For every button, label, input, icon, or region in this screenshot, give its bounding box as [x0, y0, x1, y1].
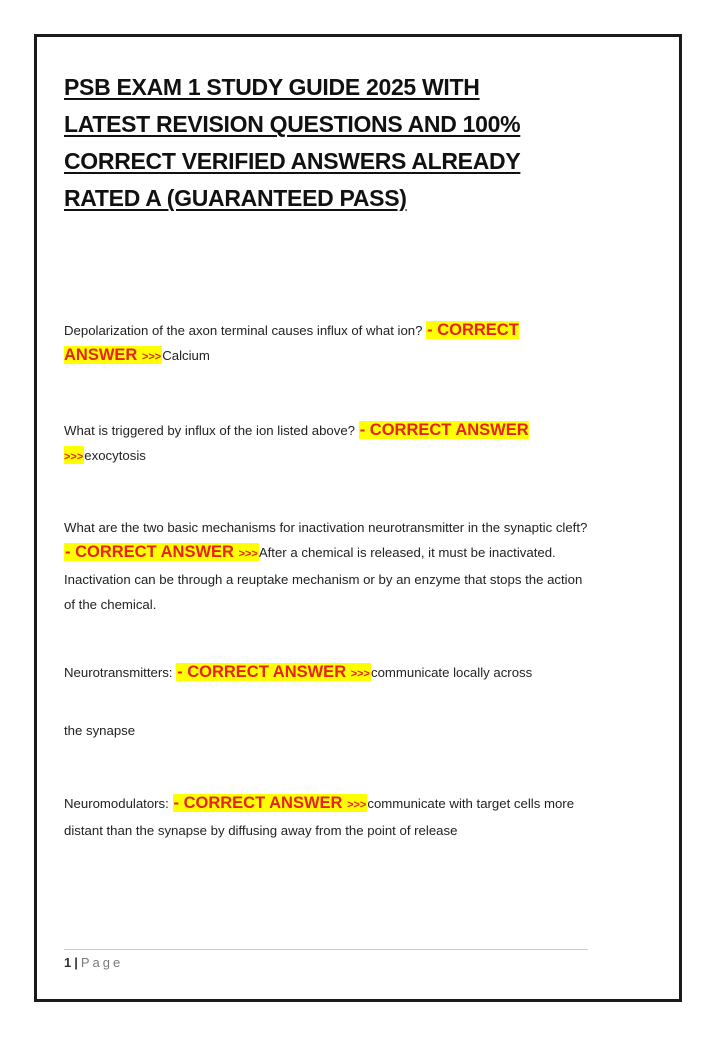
correct-answer-marker: - CORRECT ANSWER >>> — [64, 321, 519, 364]
correct-answer-marker: - CORRECT ANSWER >>> — [177, 663, 370, 681]
answer-text: communicate with target cells more distant than the synapse by diffusing away from the point of release — [64, 796, 575, 838]
qa-item-2 — [64, 418, 592, 470]
title-line-2: LATEST REVISION QUESTIONS AND 100% — [64, 111, 521, 137]
answer-text: exocytosis — [84, 448, 146, 463]
document-title — [64, 69, 604, 217]
footer-divider — [64, 949, 588, 950]
question-text: Neuromodulators: — [64, 796, 169, 811]
question-text: Depolarization of the axon terminal causes influx of what ion? — [64, 323, 423, 338]
page-number: 1 — [64, 955, 72, 970]
answer-text: Calcium — [162, 348, 210, 363]
answer-text: communicate locally across — [370, 665, 533, 680]
answer-continuation: the synapse — [64, 723, 136, 738]
question-text: What are the two basic mechanisms for inactivation neurotransmitter in the synaptic cleft? — [64, 520, 588, 535]
qa-item-5 — [64, 791, 584, 843]
qa-item-3 — [64, 515, 594, 617]
page-footer — [64, 955, 123, 970]
page-label: Page — [80, 955, 124, 970]
footer-separator: | — [74, 955, 78, 970]
correct-answer-marker: - CORRECT ANSWER >>> — [173, 794, 367, 812]
qa-item-4 — [64, 660, 564, 687]
question-text: Neurotransmitters: — [64, 665, 173, 680]
title-line-3: CORRECT VERIFIED ANSWERS ALREADY — [64, 148, 521, 174]
title-line-4: RATED A (GUARANTEED PASS) — [64, 185, 407, 211]
correct-answer-marker: - CORRECT ANSWER >>> — [64, 421, 529, 463]
qa-item-1 — [64, 318, 592, 370]
question-text: What is triggered by influx of the ion listed above? — [64, 423, 356, 438]
title-line-1: PSB EXAM 1 STUDY GUIDE 2025 WITH — [64, 74, 480, 100]
correct-answer-marker: - CORRECT ANSWER >>> — [65, 543, 258, 561]
answer-text: After a chemical is released, it must be inactivated. Inactivation can be through a reuptake mechanism or by an enzyme that stops the action of the chemical. — [64, 545, 583, 612]
